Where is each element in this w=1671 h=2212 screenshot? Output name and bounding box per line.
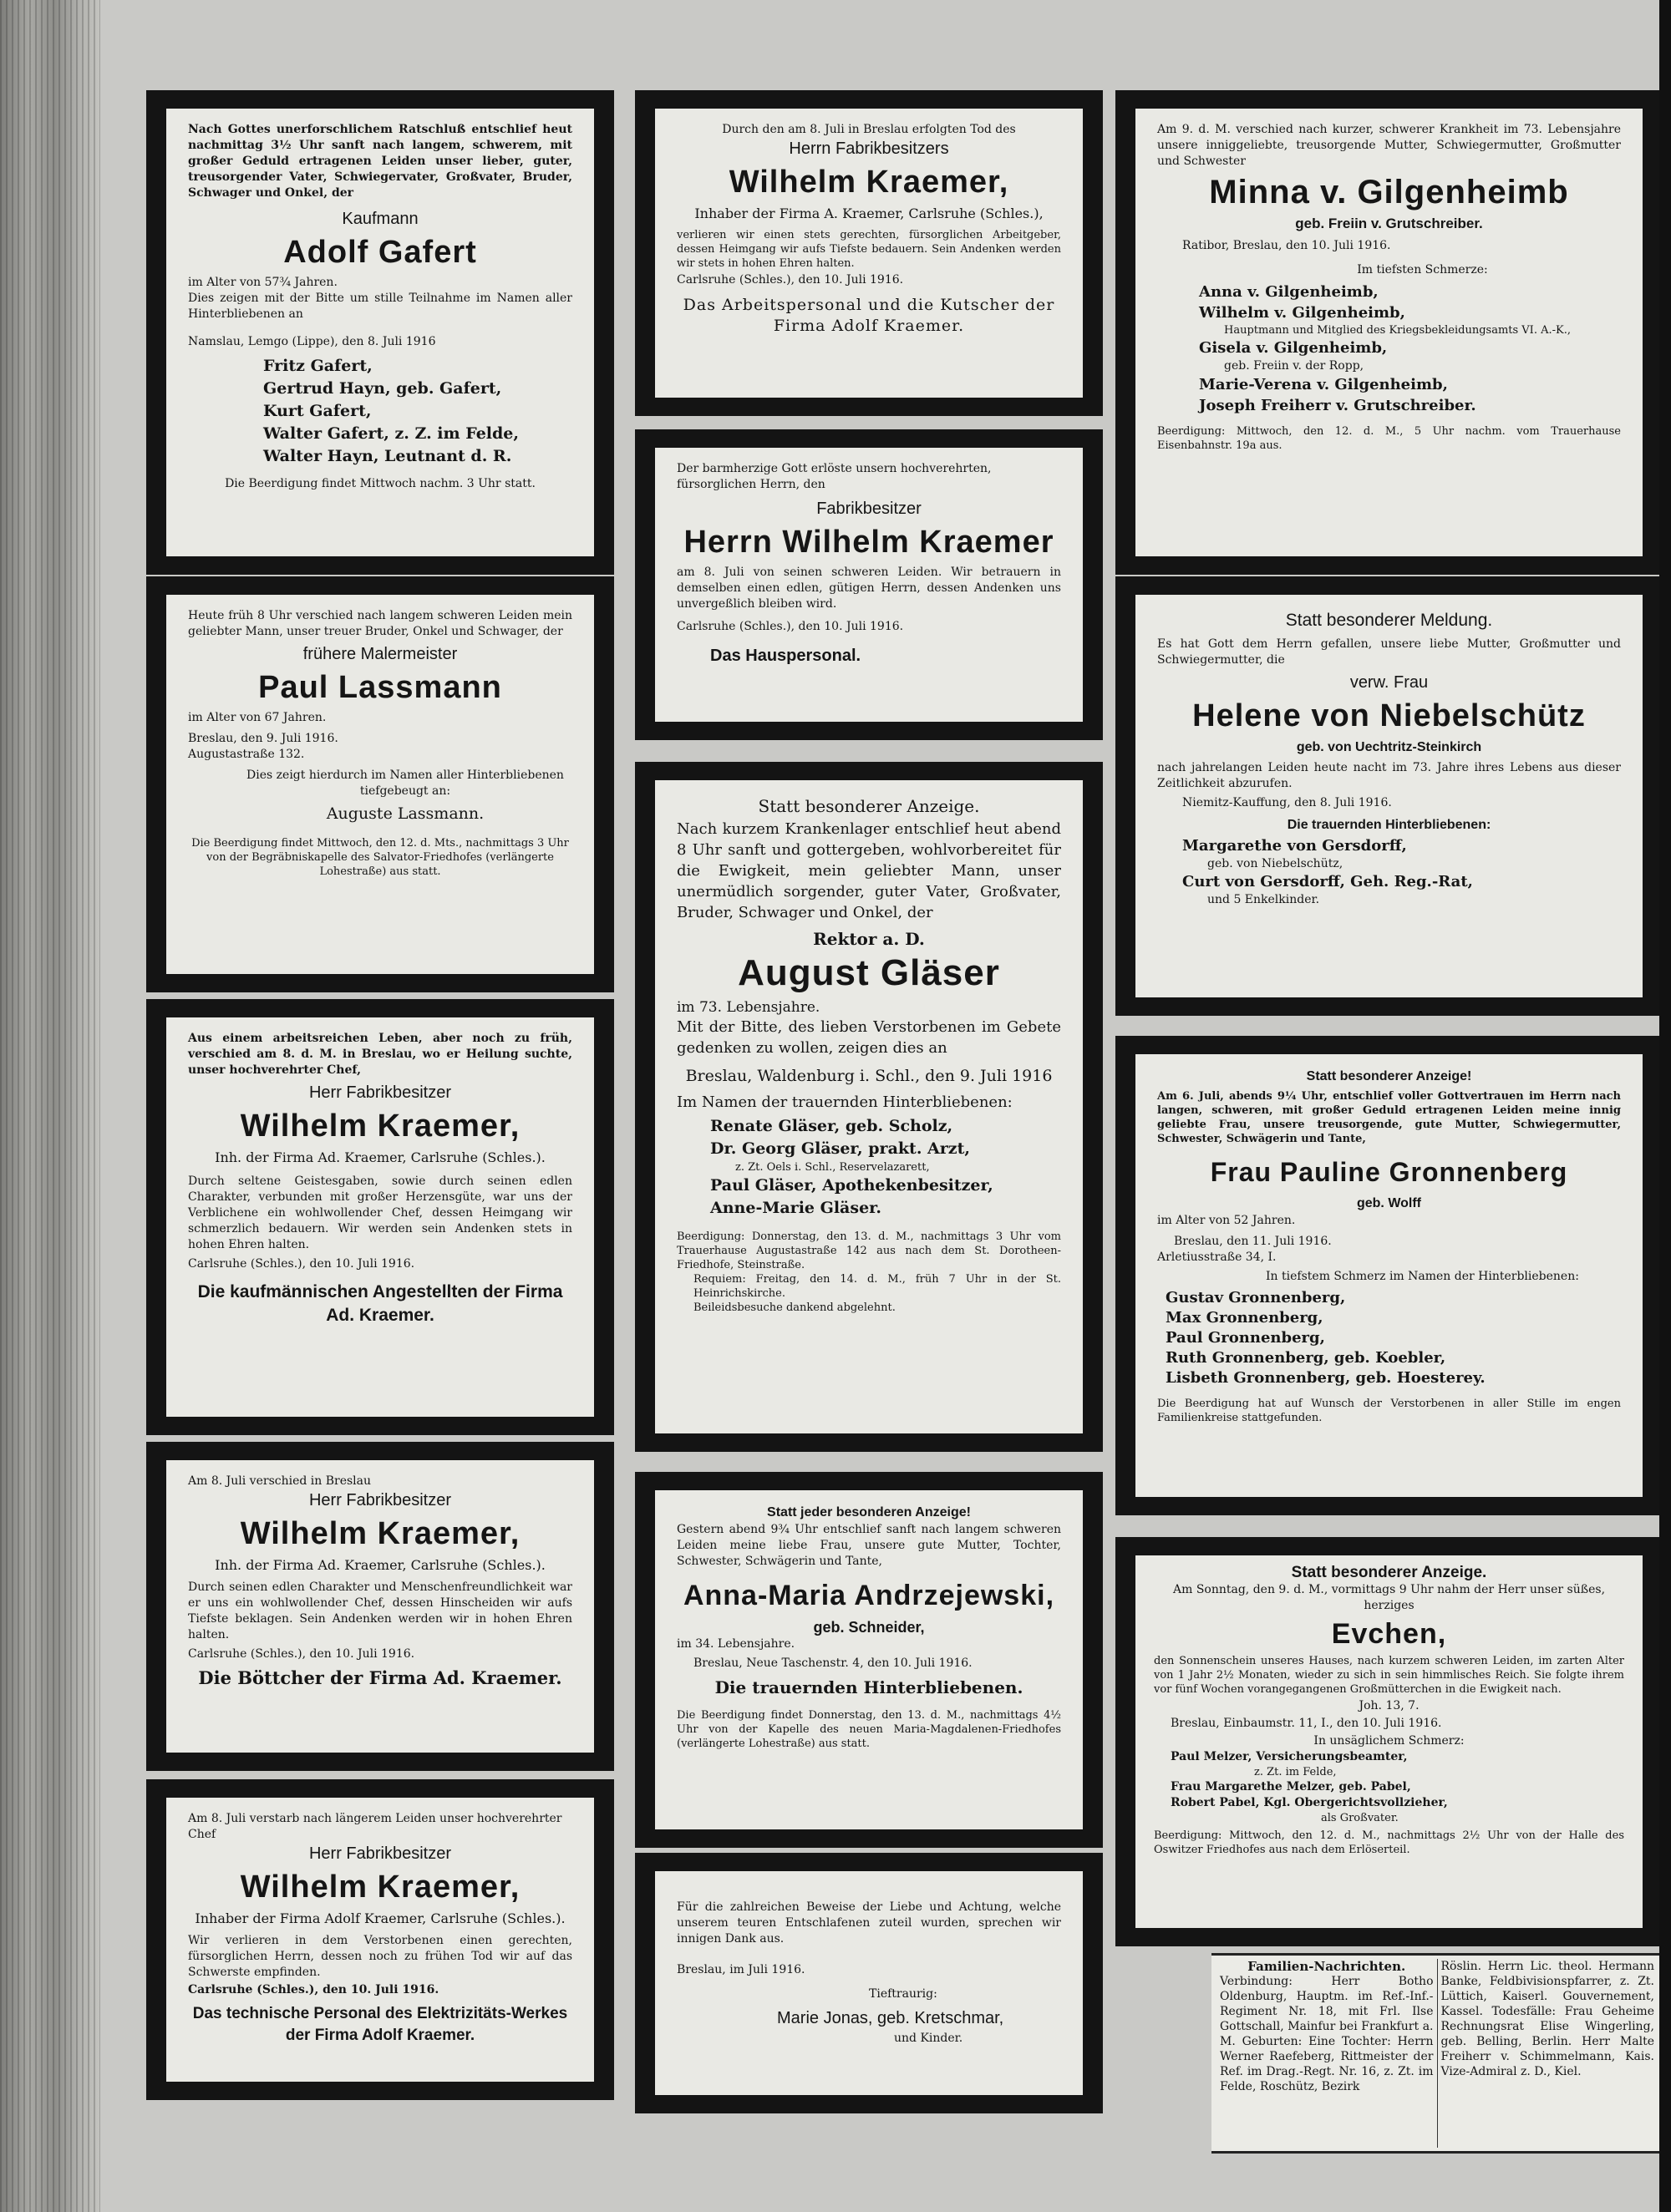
intro-text: Nach kurzem Krankenlager entschlief heut abend 8 Uhr sanft und gottergeben, wohlvorbereitet für die Ewigkeit, mein geliebter Mann, unser unermüdlich sorgender, guter Vater, Großvater, Bruder, Schwager und Onkel, der	[677, 820, 1061, 921]
age-text: im 34. Lebensjahre.	[677, 1637, 795, 1651]
deceased-name: Paul Lassmann	[258, 670, 502, 705]
mourner: Robert Pabel, Kgl. Obergerichtsvollzieher,	[1171, 1796, 1448, 1809]
deceased-title: Rektor a. D.	[813, 929, 925, 949]
mourner-note: z. Zt. Oels i. Schl., Reservelazarett,	[735, 1161, 930, 1174]
family-news-section	[1211, 1953, 1663, 2154]
firm-text: Inh. der Firma Ad. Kraemer, Carlsruhe (Schles.).	[215, 1557, 546, 1573]
notice-text: Mit der Bitte, des lieben Verstorbenen im Gebete gedenken zu wollen, zeigen dies an	[677, 1018, 1061, 1057]
visits-text: Beileidsbesuche dankend abgelehnt.	[693, 1301, 896, 1314]
obituary-pauline-gronnenberg	[1115, 1036, 1663, 1515]
birth-name: geb. Schneider,	[813, 1619, 925, 1636]
tribute-text: den Sonnenschein unseres Hauses, nach kurzem schweren Leiden, im zarten Alter von 1 Jahr 2½ Monaten, wieder zu sich in sein himmlisches Reich. Sie folgte ihrem vor fünf Wochen vorangegangenen Großmütterchen in die Ewigkeit nach.	[1154, 1655, 1624, 1696]
mourners-heading: Tieftraurig:	[869, 1987, 937, 2001]
obituary-paul-lassmann	[146, 576, 614, 992]
deceased-name: Frau Pauline Gronnenberg	[1210, 1157, 1568, 1187]
funeral-text: Beerdigung: Donnerstag, den 13. d. M., nachmittags 3 Uhr vom Trauerhause Augustastraße 142 aus nach dem St. Dorotheen-Friedhofe, Steinstraße.	[677, 1230, 1061, 1271]
tribute-text: am 8. Juli von seinen schweren Leiden. Wir betrauern in demselben einen edlen, gütigen Herrn, dessen Andenken uns unvergeßlich bleiben wird.	[677, 566, 1061, 611]
thanks-text: Für die zahlreichen Beweise der Liebe und Achtung, welche unserem teuren Entschlafenen zuteil wurden, sprechen wir innigen Dank aus.	[677, 1900, 1061, 1946]
mourner-note: und 5 Enkelkinder.	[1207, 893, 1320, 906]
mourner: Gertrud Hayn, geb. Gafert,	[263, 379, 502, 398]
mourner: Anne-Marie Gläser.	[710, 1199, 882, 1217]
deceased-title: Kaufmann	[342, 210, 419, 228]
signer-extra: und Kinder.	[894, 2032, 963, 2045]
signer: Das Hauspersonal.	[710, 647, 861, 665]
age-text: im Alter von 57¾ Jahren.	[188, 276, 338, 289]
intro-text: Am Sonntag, den 9. d. M., vormittags 9 Uhr nahm der Herr unser süßes, herziges	[1172, 1583, 1606, 1612]
firm-text: Inhaber der Firma A. Kraemer, Carlsruhe (Schles.),	[694, 205, 1044, 221]
mourner: Paul Gläser, Apothekenbesitzer,	[710, 1176, 993, 1195]
mourners-heading: Im tiefsten Schmerze:	[1357, 263, 1488, 276]
mourner: Fritz Gafert,	[263, 357, 373, 375]
intro-text: Es hat Gott dem Herrn gefallen, unsere liebe Mutter, Großmutter und Schwiegermutter, die	[1157, 637, 1621, 667]
funeral-text: Die Beerdigung hat auf Wunsch der Verstorbenen in aller Stille im engen Familienkreise stattgefunden.	[1157, 1398, 1621, 1424]
funeral-text: Beerdigung: Mittwoch, den 12. d. M., 5 Uhr nachm. vom Trauerhause Eisenbahnstr. 19a aus.	[1157, 425, 1621, 452]
deceased-title: Herr Fabrikbesitzer	[308, 1844, 452, 1863]
family-news-column-right	[1437, 1959, 1658, 2148]
intro-text: Durch den am 8. Juli in Breslau erfolgten Tod des	[722, 123, 1016, 136]
tribute-text: Durch seinen edlen Charakter und Menschenfreundlichkeit war er uns ein wohlwollender Chef, dessen Hinscheiden wir aufs Tiefste beklagen. Sein Andenken werden wir in hohen Ehren halten.	[188, 1580, 572, 1641]
signer: Die kaufmännischen Angestellten der Firma Ad. Kraemer.	[197, 1282, 563, 1325]
place-date: Ratibor, Breslau, den 10. Juli 1916.	[1182, 239, 1391, 252]
deceased-name: Wilhelm Kraemer,	[240, 1109, 521, 1144]
newspaper-page	[100, 0, 1671, 2212]
mourner: Ruth Gronnenberg, geb. Koebler,	[1166, 1349, 1446, 1367]
place-date: Carlsruhe (Schles.), den 10. Juli 1916.	[188, 1257, 415, 1271]
tribute-text: nach jahrelangen Leiden heute nacht im 73. Jahre ihres Lebens aus dieser Zeitlichkeit abzurufen.	[1157, 761, 1621, 790]
book-binding-gutter	[0, 0, 100, 2212]
family-news-text: Röslin. Herrn Lic. theol. Hermann Banke, Feldbivisionspfarrer, z. Zt. Lüttich, Kaiserl. Gouvernement, Kassel. Todesfälle: Frau Geheime Rechnungsrat Elise Wingerling, geb. Belling, Berlin. Herr Malte Freiherr v. Schimmelmann, Kais. Vize-Admiral z. D., Kiel.	[1440, 1960, 1654, 2078]
obituary-helene-von-niebelschuetz	[1115, 576, 1663, 1016]
thanks-marie-jonas	[635, 1853, 1103, 2113]
mourner: Renate Gläser, geb. Scholz,	[710, 1117, 953, 1135]
deceased-name: August Gläser	[738, 952, 1000, 993]
intro-text: Der barmherzige Gott erlöste unsern hochverehrten, fürsorglichen Herrn, den	[677, 462, 992, 491]
obituary-evchen	[1115, 1537, 1663, 1946]
verse-text: Joh. 13, 7.	[1359, 1699, 1420, 1712]
mourner: Walter Gafert, z. Z. im Felde,	[263, 424, 519, 443]
deceased-name: Adolf Gafert	[283, 235, 477, 270]
mourner: Kurt Gafert,	[263, 402, 372, 420]
signer: Das Arbeitspersonal und die Kutscher der Firma Adolf Kraemer.	[683, 296, 1055, 335]
mourner: Gustav Gronnenberg,	[1166, 1289, 1346, 1306]
signer: Die Böttcher der Firma Ad. Kraemer.	[198, 1667, 562, 1688]
place-date: Breslau, den 11. Juli 1916.	[1174, 1235, 1332, 1248]
deceased-name: Minna v. Gilgenheimb	[1209, 174, 1569, 211]
obituary-kraemer-haus	[635, 429, 1103, 740]
deceased-title: Fabrikbesitzer	[816, 500, 922, 518]
deceased-name: Wilhelm Kraemer,	[240, 1516, 521, 1551]
mourner: Margarethe von Gersdorff,	[1182, 837, 1407, 855]
headline: Statt besonderer Anzeige!	[1306, 1069, 1472, 1083]
obituary-august-glaeser	[635, 762, 1103, 1452]
birth-name: geb. von Uechtritz-Steinkirch	[1296, 740, 1482, 754]
age-text: im Alter von 52 Jahren.	[1157, 1214, 1296, 1227]
intro-text: Aus einem arbeitsreichen Leben, aber noch zu früh, verschied am 8. d. M. in Breslau, wo er Heilung suchte, unser hochverehrter Chef,	[188, 1032, 572, 1077]
deceased-name: Anna-Maria Andrzejewski,	[683, 1580, 1055, 1611]
address-text: Arletiusstraße 34, I.	[1157, 1251, 1277, 1264]
mourner: Lisbeth Gronnenberg, geb. Hoesterey.	[1166, 1369, 1486, 1387]
obituary-anna-maria-andrzejewski	[635, 1472, 1103, 1848]
funeral-text: Die Beerdigung findet Mittwoch, den 12. d. Mts., nachmittags 3 Uhr von der Begräbniskapelle des Salvator-Friedhofes (verlängerte Lohestraße) aus statt.	[191, 837, 569, 878]
signer: Die trauernden Hinterbliebenen.	[714, 1677, 1023, 1697]
mourner: Dr. Georg Gläser, prakt. Arzt,	[710, 1139, 970, 1158]
obituary-kraemer-arbeiter	[635, 90, 1103, 416]
deceased-name: Evchen,	[1331, 1618, 1447, 1650]
place-date: Breslau, Einbaumstr. 11, I., den 10. Juli 1916.	[1171, 1717, 1442, 1730]
deceased-title: Herrn Fabrikbesitzers	[789, 140, 949, 158]
tribute-text: Wir verlieren in dem Verstorbenen einen gerechten, fürsorglichen Herrn, dessen noch zu frühen Tod wir auf das Schwerste empfinden.	[188, 1934, 572, 1979]
mourner: Paul Melzer, Versicherungsbeamter,	[1171, 1750, 1408, 1763]
deceased-name: Wilhelm Kraemer,	[729, 165, 1009, 200]
firm-text: Inh. der Firma Ad. Kraemer, Carlsruhe (Schles.).	[215, 1149, 546, 1165]
mourner-note: als Großvater.	[1321, 1812, 1399, 1824]
notice-text: Dies zeigen mit der Bitte um stille Teilnahme im Namen aller Hinterbliebenen an	[188, 292, 572, 321]
place-date: Carlsruhe (Schles.), den 10. Juli 1916.	[677, 620, 904, 633]
mourner-note: geb. von Niebelschütz,	[1207, 857, 1343, 870]
signer: Auguste Lassmann.	[326, 804, 485, 823]
deceased-title: verw. Frau	[1349, 673, 1429, 692]
place-date: Breslau, Neue Taschenstr. 4, den 10. Juli 1916.	[693, 1656, 973, 1670]
birth-name: geb. Wolff	[1356, 1196, 1422, 1210]
deceased-title: Herr Fabrikbesitzer	[308, 1083, 452, 1102]
place-date: Carlsruhe (Schles.), den 10. Juli 1916.	[677, 273, 904, 287]
place-date: Breslau, Waldenburg i. Schl., den 9. Juli 1916	[685, 1067, 1053, 1085]
mourners-heading: In tiefstem Schmerz im Namen der Hinterbliebenen:	[1266, 1270, 1579, 1283]
headline: Statt besonderer Anzeige.	[1291, 1564, 1487, 1581]
mourner-note: Hauptmann und Mitglied des Kriegsbekleidungsamts VI. A.-K.,	[1224, 324, 1571, 337]
mourners-heading: Die trauernden Hinterbliebenen:	[1287, 818, 1491, 832]
mourner-note: z. Zt. im Felde,	[1254, 1766, 1337, 1778]
family-news-column-left	[1216, 1959, 1437, 2148]
place-date: Carlsruhe (Schles.), den 10. Juli 1916.	[188, 1647, 415, 1661]
birth-name: geb. Freiin v. Grutschreiber.	[1295, 216, 1483, 231]
tribute-text: Durch seltene Geistesgaben, sowie durch seinen edlen Charakter, verbunden mit großer Herzensgüte, war uns der Verblichene ein wohlwollender Chef, dessen Heimgang wir schmerzlich bedauern. Wir werden sein Andenken stets in hohen Ehren halten.	[188, 1174, 572, 1251]
signer: Das technische Personal des Elektrizitäts-Werkes der Firma Adolf Kraemer.	[192, 2005, 568, 2044]
deceased-name: Herrn Wilhelm Kraemer	[683, 525, 1054, 560]
funeral-text: Die Beerdigung findet Donnerstag, den 13. d. M., nachmittags 4½ Uhr von der Kapelle des neuen Maria-Magdalenen-Friedhofes (verlängerte Lohestraße) aus statt.	[677, 1709, 1061, 1750]
mourner: Paul Gronnenberg,	[1166, 1329, 1325, 1347]
signer: Marie Jonas, geb. Kretschmar,	[777, 2009, 1004, 2027]
mourner: Gisela v. Gilgenheimb,	[1199, 339, 1388, 357]
family-news-text: Verbindung: Herr Botho Oldenburg, Hauptm. im Ref.-Inf.-Regiment Nr. 18, mit Frl. Ilse Gottschall, Mainfur bei Frankfurt a. M. Geburten: Eine Tochter: Herrn Werner Raefeberg, Rittmeister der Ref. im Drag.-Regt. Nr. 16, z. Zt. im Felde, Roschütz, Bezirk	[1220, 1975, 1434, 2093]
headline: Statt besonderer Anzeige.	[758, 796, 980, 816]
obituary-kraemer-boettcher	[146, 1442, 614, 1771]
deceased-name: Wilhelm Kraemer,	[240, 1870, 521, 1905]
intro-text: Gestern abend 9¾ Uhr entschlief sanft nach langem schweren Leiden meine liebe Frau, unsere gute Mutter, Tochter, Schwester, Schwägerin und Tante,	[677, 1523, 1061, 1568]
intro-text: Am 8. Juli verstarb nach längerem Leiden unser hochverehrter Chef	[188, 1812, 562, 1841]
headline: Statt besonderer Meldung.	[1285, 611, 1493, 630]
place-date: Breslau, im Juli 1916.	[677, 1963, 805, 1976]
place-date: Niemitz-Kauffung, den 8. Juli 1916.	[1182, 796, 1392, 809]
obituary-kraemer-technik	[146, 1779, 614, 2100]
notice-text: Dies zeigt hierdurch im Namen aller Hinterbliebenen tiefgebeugt an:	[246, 769, 564, 798]
age-text: im 73. Lebensjahre.	[677, 999, 820, 1016]
page-edge-bar	[1659, 0, 1671, 2212]
place-date: Carlsruhe (Schles.), den 10. Juli 1916.	[188, 1983, 439, 1996]
mourner: Frau Margarethe Melzer, geb. Pabel,	[1171, 1780, 1411, 1793]
tribute-text: verlieren wir einen stets gerechten, fürsorglichen Arbeitgeber, dessen Heimgang wir aufs Tiefste bedauern. Sein Andenken werden wir stets in hohen Ehren halten.	[677, 229, 1061, 270]
funeral-text: Beerdigung: Mittwoch, den 12. d. M., nachmittags 2½ Uhr von der Halle des Oswitzer Friedhofes aus nach dem Erlöserteil.	[1154, 1829, 1624, 1856]
mourner: Marie-Verena v. Gilgenheimb,	[1199, 376, 1448, 393]
age-text: im Alter von 67 Jahren.	[188, 711, 327, 724]
intro-text: Am 6. Juli, abends 9¼ Uhr, entschlief voller Gottvertrauen im Herrn nach langen, schweren, mit großer Geduld ertragenen Leiden meine innig geliebte Frau, unsere treusorgende, gute Mutter, Schwiegermutter, Schwester, Schwägerin und Tante,	[1157, 1090, 1621, 1145]
obituary-minna-v-gilgenheimb	[1115, 90, 1663, 575]
mourner: Wilhelm v. Gilgenheimb,	[1199, 304, 1405, 322]
obituary-adolf-gafert	[146, 90, 614, 575]
mourner: Anna v. Gilgenheimb,	[1199, 283, 1379, 301]
mourner: Walter Hayn, Leutnant d. R.	[263, 447, 512, 465]
funeral-text: Die Beerdigung findet Mittwoch nachm. 3 Uhr statt.	[225, 477, 536, 490]
headline: Statt jeder besonderen Anzeige!	[767, 1505, 971, 1519]
mourner: Joseph Freiherr v. Grutschreiber.	[1199, 397, 1476, 414]
mourner: Curt von Gersdorff, Geh. Reg.-Rat,	[1182, 873, 1473, 890]
mourners-heading: In unsäglichem Schmerz:	[1313, 1734, 1465, 1748]
deceased-title: Herr Fabrikbesitzer	[308, 1491, 452, 1509]
obituary-kraemer-angestellte	[146, 999, 614, 1435]
requiem-text: Requiem: Freitag, den 14. d. M., früh 7 Uhr in der St. Heinrichskirche.	[693, 1273, 1061, 1300]
mourner: Max Gronnenberg,	[1166, 1309, 1323, 1327]
address-text: Augustastraße 132.	[188, 748, 305, 761]
mourner-note: geb. Freiin v. der Ropp,	[1224, 359, 1364, 373]
firm-text: Inhaber der Firma Adolf Kraemer, Carlsruhe (Schles.).	[195, 1910, 566, 1926]
deceased-title: frühere Malermeister	[302, 645, 458, 663]
intro-text: Am 8. Juli verschied in Breslau	[188, 1474, 372, 1488]
intro-text: Nach Gottes unerforschlichem Ratschluß entschlief heut nachmittag 3½ Uhr sanft nach langem, schwerem, mit großer Geduld ertragenen Leiden unser lieber, guter, treusorgender Vater, Schwiegervater, Großvater, Bruder, Schwager und Onkel, der	[188, 123, 572, 200]
intro-text: Heute früh 8 Uhr verschied nach langem schweren Leiden mein geliebter Mann, unser treuer Bruder, Onkel und Schwager, der	[188, 609, 572, 638]
family-news-title: Familien-Nachrichten.	[1247, 1959, 1406, 1974]
place-date: Breslau, den 9. Juli 1916.	[188, 732, 338, 745]
place-date: Namslau, Lemgo (Lippe), den 8. Juli 1916	[188, 335, 436, 348]
intro-text: Am 9. d. M. verschied nach kurzer, schwerer Krankheit im 73. Lebensjahre unsere inniggeliebte, treusorgende Mutter, Schwiegermutter, Großmutter und Schwester	[1157, 123, 1621, 168]
deceased-name: Helene von Niebelschütz	[1192, 698, 1586, 733]
mourners-heading: Im Namen der trauernden Hinterbliebenen:	[677, 1093, 1013, 1111]
